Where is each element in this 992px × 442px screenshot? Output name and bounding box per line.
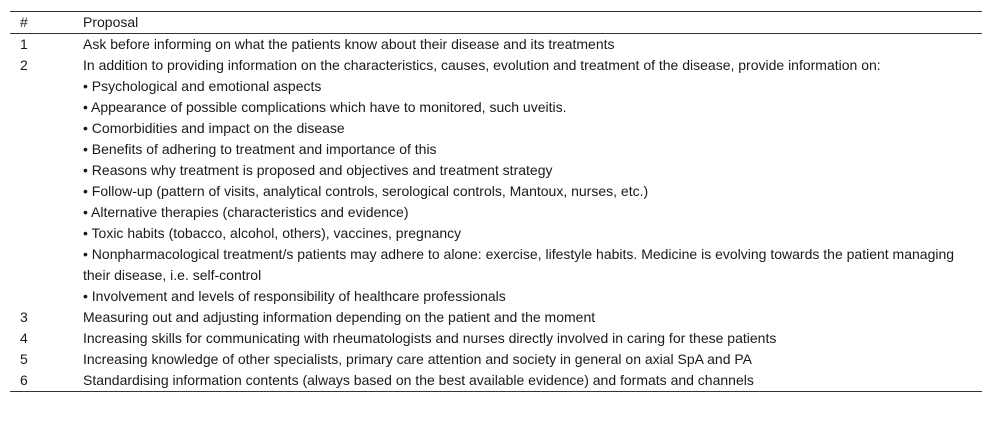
header-row xyxy=(10,12,982,34)
bullet-item: • Toxic habits (tobacco, alcohol, others), vaccines, pregnancy xyxy=(83,225,462,241)
row-text: Increasing skills for communicating with rheumatologists and nurses directly involved in caring for these patients xyxy=(83,330,777,346)
row-num: 1 xyxy=(20,36,28,52)
row-num: 4 xyxy=(20,330,28,346)
row-text: Ask before informing on what the patients know about their disease and its treatments xyxy=(83,36,615,52)
row-num: 5 xyxy=(20,351,28,367)
table-row xyxy=(10,349,982,370)
table-row xyxy=(10,55,982,307)
bullet-item: • Nonpharmacological treatment/s patients may adhere to alone: exercise, lifestyle habits. Medicine is evolving towards the patient managing their disease, i.e. self-control xyxy=(83,246,955,283)
header-num: # xyxy=(20,14,28,30)
table-body xyxy=(10,34,982,392)
table-row xyxy=(10,34,982,56)
table-row xyxy=(10,370,982,392)
row-text: Increasing knowledge of other specialists, primary care attention and society in general on axial SpA and PA xyxy=(83,351,753,367)
bullet-item: • Psychological and emotional aspects xyxy=(83,78,322,94)
table-row xyxy=(10,307,982,328)
row-num: 2 xyxy=(20,57,28,73)
row-num: 3 xyxy=(20,309,28,325)
bullet-item: • Follow-up (pattern of visits, analytical controls, serological controls, Mantoux, nurses, etc.) xyxy=(83,183,649,199)
row-num: 6 xyxy=(20,372,28,388)
proposals-table xyxy=(10,11,982,392)
proposals-table-container xyxy=(10,11,982,392)
header-proposal: Proposal xyxy=(83,14,139,30)
row-text: Measuring out and adjusting information depending on the patient and the moment xyxy=(83,309,596,325)
table-header xyxy=(10,12,982,34)
bullet-item: • Reasons why treatment is proposed and objectives and treatment strategy xyxy=(83,162,553,178)
bullet-item: • Benefits of adhering to treatment and importance of this xyxy=(83,141,437,157)
row-text-multiline xyxy=(83,55,982,307)
row-text: Standardising information contents (always based on the best available evidence) and formats and channels xyxy=(83,372,754,388)
bullet-item: • Appearance of possible complications which have to monitored, such uveitis. xyxy=(83,99,567,115)
table-row xyxy=(10,328,982,349)
bullet-item: • Alternative therapies (characteristics and evidence) xyxy=(83,204,409,220)
bullet-item: • Involvement and levels of responsibility of healthcare professionals xyxy=(83,288,506,304)
bullet-item: • Comorbidities and impact on the disease xyxy=(83,120,345,136)
row-intro: In addition to providing information on the characteristics, causes, evolution and treatment of the disease, provide information on: xyxy=(83,57,881,73)
